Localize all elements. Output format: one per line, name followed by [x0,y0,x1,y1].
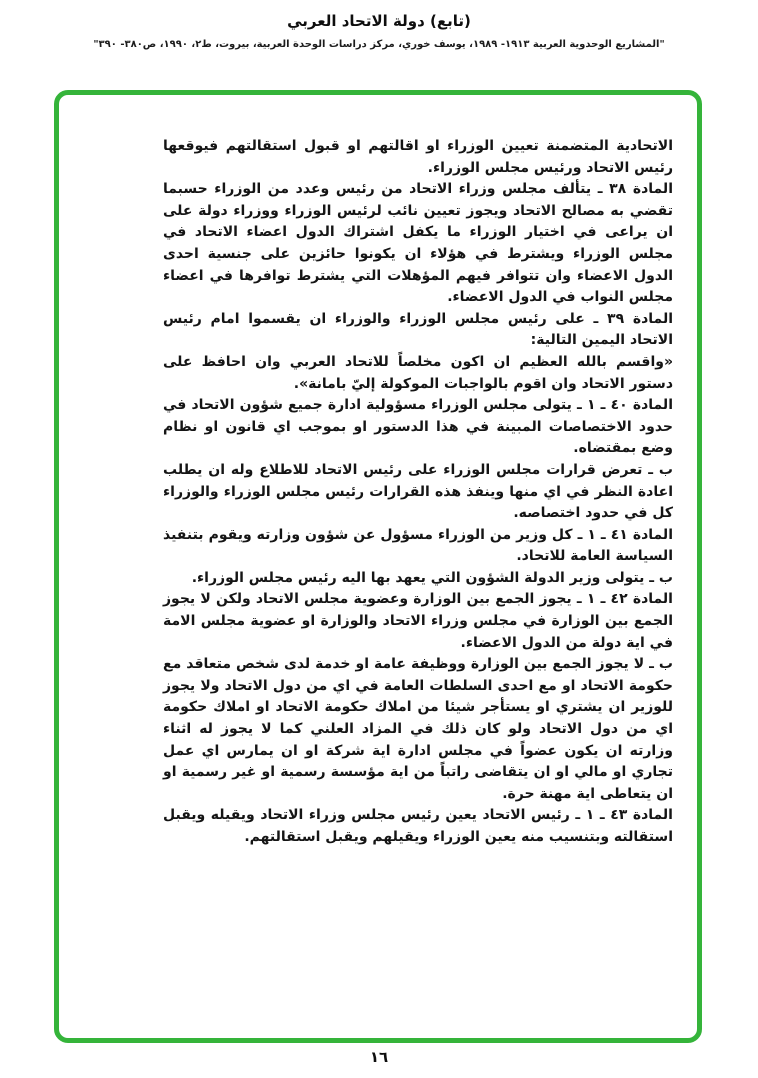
text-paragraph: «واقسم بالله العظيم ان اكون مخلصاً للاتحاد العربي وان احافظ على دستور الاتحاد وان اقوم بالواجبات الموكولة إليّ بامانة». [163,353,673,392]
citation-line: "المشاريع الوحدوية العربية ١٩١٣- ١٩٨٩، يوسف خوري، مركز دراسات الوحدة العربية، بيروت، ط٢، ١٩٩٠، ص٣٨٠- ٣٩٠" [93,39,665,50]
text-paragraph: المادة ٤٣ ـ ١ ـ رئيس الاتحاد يعين رئيس مجلس وزراء الاتحاد ويقيله ويقبل استقالته وبتنسيب منه يعين الوزراء ويقيلهم ويقبل استقالتهم. [163,807,673,845]
text-paragraph: ب ـ تعرض قرارات مجلس الوزراء على رئيس الاتحاد للاطلاع وله ان يطلب اعادة النظر في اي منها وينفذ هذه القرارات رئيس مجلس الوزراء والوزراء كل في حدود اختصاصه. [163,461,673,522]
page-header [0,12,758,50]
text-paragraph: ب ـ يتولى وزير الدولة الشؤون التي يعهد بها اليه رئيس مجلس الوزراء. [191,569,673,586]
text-paragraph: الاتحادية المتضمنة تعيين الوزراء او اقالتهم او قبول استقالتهم فيوقعها رئيس الاتحاد ورئيس مجلس الوزراء. [163,138,673,176]
document-text [163,136,673,849]
text-paragraph: المادة ٣٨ ـ يتألف مجلس وزراء الاتحاد من رئيس وعدد من الوزراء حسبما تقضي به مصالح الاتحاد ويجوز تعيين نائب لرئيس الوزراء ووزراء دولة على ان يراعى في اختيار الوزراء ما يكفل اشتراك الدول اعضاء الاتحاد في مجلس الوزراء ويشترط في هؤلاء ان يكونوا حائزين على جنسية احدى الدول الاعضاء وان تتوافر فيهم المؤهلات التي يشترط توافرها في اعضاء مجلس النواب في الدول الاعضاء. [163,181,673,306]
text-paragraph: ب ـ لا يجوز الجمع بين الوزارة ووظيفة عامة او خدمة لدى شخص متعاقد مع حكومة الاتحاد او مع احدى السلطات العامة في اي من دول الاتحاد ولا يجوز للوزير ان يشتري او يستأجر شيئا من املاك حكومة الاتحاد او املاك حكومة اي من دول الاتحاد ولو كان ذلك في المزاد العلني كما لا يجوز له اثناء وزارته ان يكون عضواً في مجلس ادارة اية شركة او ان يمارس اي عمل تجاري او مالي او ان يتقاضى راتباً من اية مؤسسة رسمية او غير رسمية او ان يتعاطى اية مهنة حرة. [163,656,673,802]
text-paragraph: المادة ٣٩ ـ على رئيس مجلس الوزراء والوزراء ان يقسموا امام رئيس الاتحاد اليمين التالية: [163,310,673,349]
text-paragraph: المادة ٤٠ ـ ١ ـ يتولى مجلس الوزراء مسؤولية ادارة جميع شؤون الاتحاد في حدود الاختصاصات المبينة في هذا الدستور او بموجب اي قانون او نظام وضع بمقتضاه. [163,397,673,457]
text-paragraph: المادة ٤١ ـ ١ ـ كل وزير من الوزراء مسؤول عن شؤون وزارته ويقوم بتنفيذ السياسة العامة للاتحاد. [163,526,673,565]
text-paragraph: المادة ٤٢ ـ ١ ـ يجوز الجمع بين الوزارة وعضوية مجلس الاتحاد ولكن لا يجوز الجمع بين الوزارة في مجلس وزراء الاتحاد والوزارة او عضوية مجلس الامة في اية دولة من الدول الاعضاء. [163,591,673,651]
page-number: ١٦ [369,1048,389,1066]
page-title: (تابع) دولة الاتحاد العربي [287,12,471,30]
